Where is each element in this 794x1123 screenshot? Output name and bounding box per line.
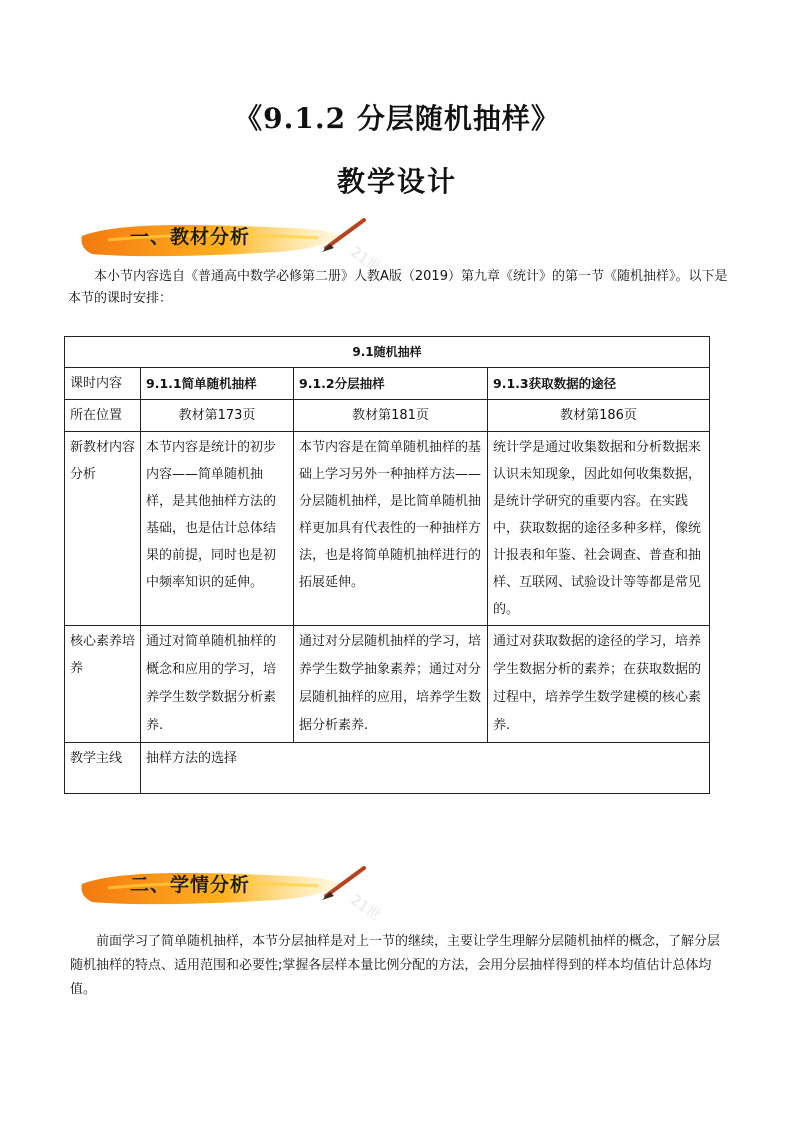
table-cell: 本节内容是在简单随机抽样的基础上学习另外一种抽样方法——分层随机抽样，是比简单随机抽样更加具有代表性的一种抽样方法，也是将简单随机抽样进行的拓展延伸。 — [294, 432, 488, 626]
table-cell: 统计学是通过收集数据和分析数据来认识未知现象，因此如何收集数据，是统计学研究的重要内容。在实践中，获取数据的途径多种多样，像统计报表和年鉴、社会调查、普查和抽样、互联网、试验设计等等都是常见的。 — [488, 432, 710, 626]
table-row — [65, 432, 710, 626]
table-cell: 9.1.2分层抽样 — [294, 368, 488, 400]
table-row — [65, 626, 710, 743]
section-heading-2: 二、学情分析 — [130, 874, 251, 896]
section-banner-2 — [78, 862, 383, 924]
table-row — [65, 400, 710, 432]
svg-text:21世: 21世 — [347, 244, 383, 276]
document-title: 《9.1.2 分层随机抽样》 — [234, 102, 560, 135]
table-cell: 9.1.1简单随机抽样 — [141, 368, 294, 400]
section1-paragraph: 本小节内容选自《普通高中数学必修第二册》人教A版（2019）第九章《统计》的第一节《随机抽样》。以下是本节的课时安排： — [68, 269, 728, 306]
section-heading-1: 一、教材分析 — [130, 226, 251, 248]
table-row — [65, 368, 710, 400]
document-subtitle: 教学设计 — [336, 165, 457, 198]
table-cell: 本节内容是统计的初步内容——简单随机抽样，是其他抽样方法的基础，也是估计总体结果的前提，同时也是初中频率知识的延伸。 — [141, 432, 294, 626]
table-cell: 教材第181页 — [294, 400, 488, 432]
table-title-row — [65, 337, 710, 368]
table-cell: 通过对分层随机抽样的学习，培养学生数学抽象素养；通过对分层随机抽样的应用，培养学生数据分析素养. — [294, 626, 488, 743]
table-cell: 核心素养培养 — [65, 626, 141, 743]
table-cell: 通过对获取数据的途径的学习，培养学生数据分析的素养；在获取数据的过程中，培养学生数学建模的核心素养. — [488, 626, 710, 743]
table-cell: 通过对简单随机抽样的概念和应用的学习，培养学生数学数据分析素养. — [141, 626, 294, 743]
table-row — [65, 743, 710, 794]
table-cell: 教学主线 — [65, 743, 141, 794]
svg-text:21世: 21世 — [347, 892, 383, 924]
lesson-table — [64, 336, 710, 794]
table-cell: 新教材内容分析 — [65, 432, 141, 626]
table-cell: 教材第173页 — [141, 400, 294, 432]
table-title: 9.1随机抽样 — [65, 337, 710, 368]
section2-paragraph: 前面学习了简单随机抽样，本节分层抽样是对上一节的继续，主要让学生理解分层随机抽样的概念，了解分层随机抽样的特点、适用范围和必要性;掌握各层样本量比例分配的方法，会用分层抽样得到的样本均值估计总体均值。 — [70, 934, 721, 997]
table-cell: 9.1.3获取数据的途径 — [488, 368, 710, 400]
section-banner-1 — [78, 214, 383, 276]
table-cell: 所在位置 — [65, 400, 141, 432]
table-cell: 抽样方法的选择 — [141, 743, 710, 794]
table-cell: 教材第186页 — [488, 400, 710, 432]
table-cell: 课时内容 — [65, 368, 141, 400]
